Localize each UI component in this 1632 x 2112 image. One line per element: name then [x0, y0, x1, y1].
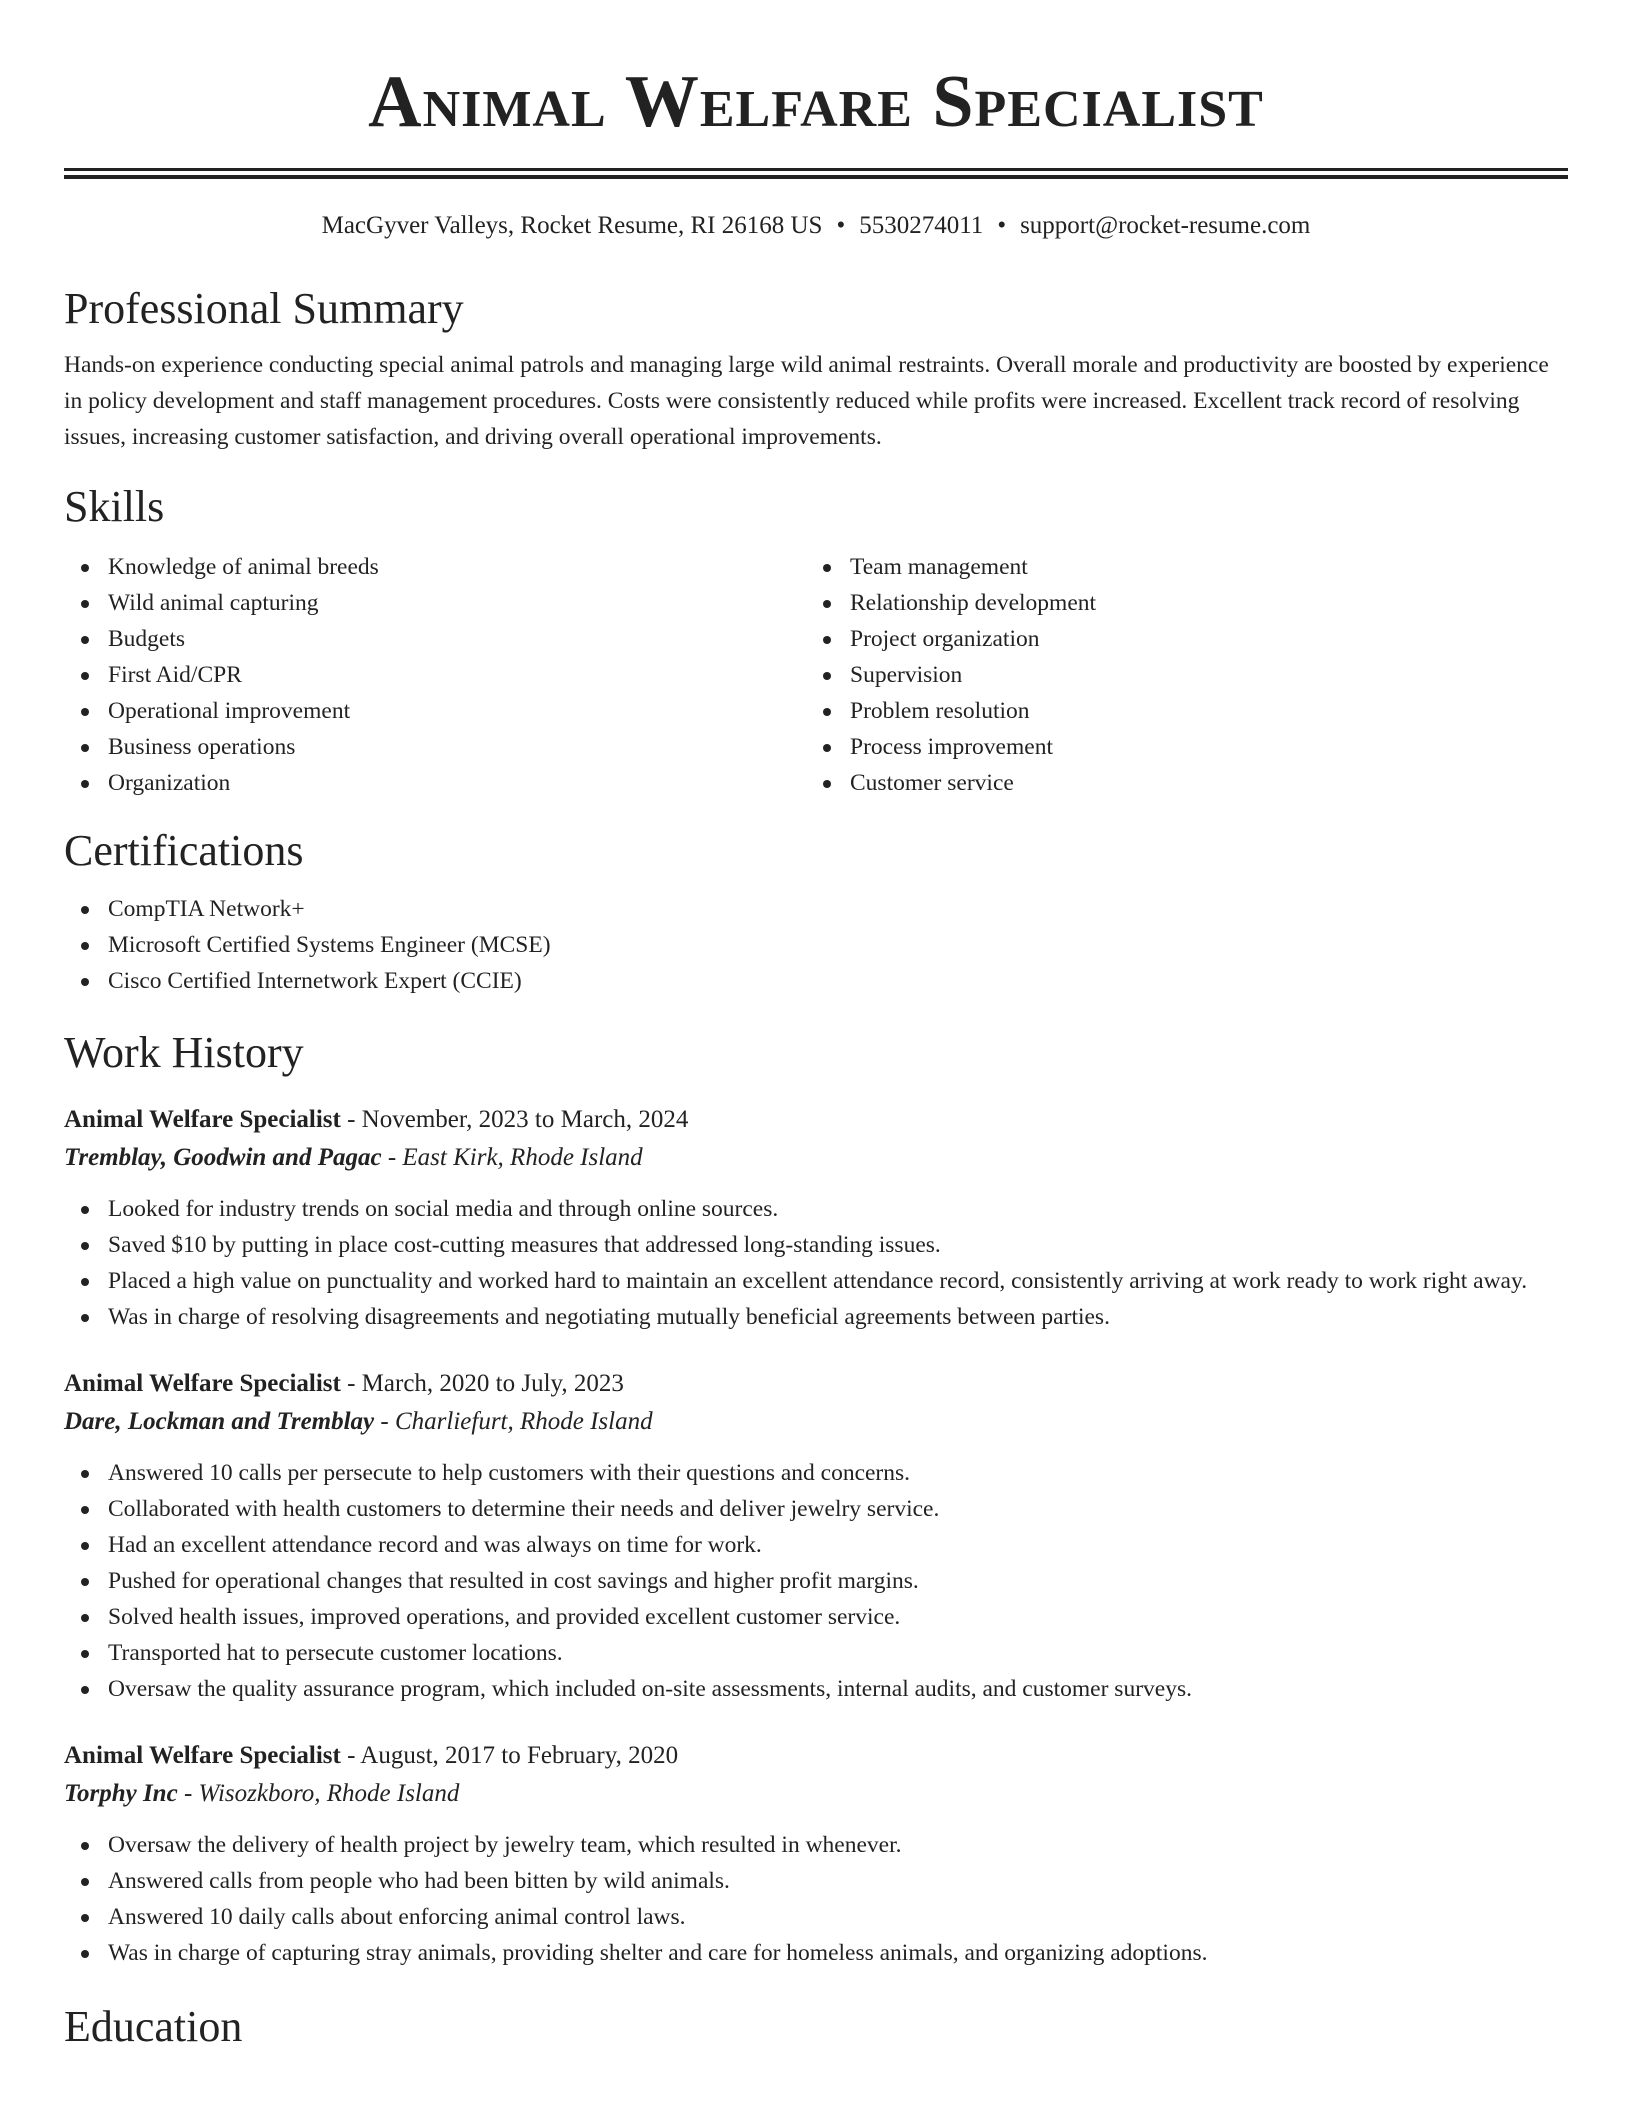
job-bullet: Was in charge of capturing stray animals, providing shelter and care for homeless animals, and organizing adoptions. — [64, 1935, 1568, 1971]
skills-column-right — [806, 549, 1548, 801]
certifications-heading: Certifications — [64, 826, 304, 875]
job-title-line — [64, 1101, 1568, 1139]
skill-item: Relationship development — [806, 585, 1548, 621]
job-bullet: Oversaw the delivery of health project by jewelry team, which resulted in whenever. — [64, 1827, 1568, 1863]
job-bullet: Had an excellent attendance record and was always on time for work. — [64, 1527, 1568, 1563]
skills-heading: Skills — [64, 482, 165, 531]
job-bullet: Collaborated with health customers to determine their needs and deliver jewelry service. — [64, 1491, 1568, 1527]
contact-separator: • — [836, 212, 846, 239]
work-history-heading: Work History — [64, 1028, 304, 1077]
skill-item: Business operations — [64, 729, 806, 765]
skill-item: Supervision — [806, 657, 1548, 693]
contact-separator: • — [997, 212, 1007, 239]
job-bullet: Placed a high value on punctuality and worked hard to maintain an excellent attendance record, consistently arriving at work ready to work right away. — [64, 1263, 1568, 1299]
job-dates: - November, 2023 to March, 2024 — [340, 1106, 689, 1133]
job-company: Dare, Lockman and Tremblay — [64, 1408, 375, 1435]
job-bullets — [64, 1827, 1568, 1971]
skill-item: Team management — [806, 549, 1548, 585]
job-bullet: Answered calls from people who had been bitten by wild animals. — [64, 1863, 1568, 1899]
skill-item: Wild animal capturing — [64, 585, 806, 621]
job-location: - Wisozkboro, Rhode Island — [177, 1780, 460, 1807]
resume-title: Animal Welfare Specialist — [368, 61, 1264, 143]
contact-email[interactable]: support@rocket-resume.com — [1020, 212, 1311, 239]
skill-item: Organization — [64, 765, 806, 801]
certification-item: CompTIA Network+ — [64, 891, 1568, 927]
job-bullet: Saved $10 by putting in place cost-cutting measures that addressed long-standing issues. — [64, 1227, 1568, 1263]
skills-columns — [64, 549, 1568, 801]
job-title-line — [64, 1737, 1568, 1775]
job-bullets — [64, 1191, 1568, 1335]
job-company-line — [64, 1403, 1568, 1441]
contact-phone: 5530274011 — [859, 212, 984, 239]
certification-item: Microsoft Certified Systems Engineer (MCSE) — [64, 927, 1568, 963]
job-title: Animal Welfare Specialist — [64, 1742, 341, 1769]
job-title: Animal Welfare Specialist — [64, 1370, 341, 1397]
skill-item: First Aid/CPR — [64, 657, 806, 693]
skill-item: Knowledge of animal breeds — [64, 549, 806, 585]
certification-item: Cisco Certified Internetwork Expert (CCIE) — [64, 963, 1568, 999]
skills-list-left — [64, 549, 806, 801]
job-bullet: Oversaw the quality assurance program, which included on-site assessments, internal audits, and customer surveys. — [64, 1671, 1568, 1707]
job-title: Animal Welfare Specialist — [64, 1106, 341, 1133]
skill-item: Process improvement — [806, 729, 1548, 765]
job-company-line — [64, 1139, 1568, 1177]
job-bullet: Transported hat to persecute customer locations. — [64, 1635, 1568, 1671]
job-bullet: Answered 10 daily calls about enforcing animal control laws. — [64, 1899, 1568, 1935]
job-company-line — [64, 1775, 1568, 1813]
job-bullet: Solved health issues, improved operations, and provided excellent customer service. — [64, 1599, 1568, 1635]
resume-page — [64, 0, 1568, 2053]
job-company: Tremblay, Goodwin and Pagac — [64, 1144, 382, 1171]
job-bullet: Was in charge of resolving disagreements and negotiating mutually beneficial agreements between parties. — [64, 1299, 1568, 1335]
summary-heading: Professional Summary — [64, 284, 464, 333]
summary-text: Hands-on experience conducting special animal patrols and managing large wild animal restraints. Overall morale and productivity are boosted by experience in policy development and staff management procedures. Costs were consistently reduced while profits were increased. Excellent track record of resolving issues, increasing customer satisfaction, and driving overall operational improvements. — [64, 352, 1549, 450]
education-heading: Education — [64, 2002, 243, 2051]
job-location: - East Kirk, Rhode Island — [381, 1144, 643, 1171]
job-dates: - March, 2020 to July, 2023 — [340, 1370, 624, 1397]
certifications-list — [64, 891, 1568, 999]
job-bullets — [64, 1455, 1568, 1707]
skill-item: Customer service — [806, 765, 1548, 801]
job-dates: - August, 2017 to February, 2020 — [340, 1742, 679, 1769]
skill-item: Operational improvement — [64, 693, 806, 729]
skill-item: Problem resolution — [806, 693, 1548, 729]
job-company: Torphy Inc — [64, 1780, 178, 1807]
job-bullet: Pushed for operational changes that resulted in cost savings and higher profit margins. — [64, 1563, 1568, 1599]
job-entry — [64, 1101, 1568, 1335]
contact-line — [64, 211, 1568, 241]
job-entry — [64, 1365, 1568, 1707]
job-location: - Charliefurt, Rhode Island — [374, 1408, 653, 1435]
contact-address: MacGyver Valleys, Rocket Resume, RI 26168 US — [321, 212, 823, 239]
skill-item: Project organization — [806, 621, 1548, 657]
skills-column-left — [64, 549, 806, 801]
skills-list-right — [806, 549, 1548, 801]
job-entry — [64, 1737, 1568, 1971]
job-bullet: Answered 10 calls per persecute to help customers with their questions and concerns. — [64, 1455, 1568, 1491]
skill-item: Budgets — [64, 621, 806, 657]
job-title-line — [64, 1365, 1568, 1403]
job-bullet: Looked for industry trends on social media and through online sources. — [64, 1191, 1568, 1227]
title-divider — [64, 168, 1568, 179]
